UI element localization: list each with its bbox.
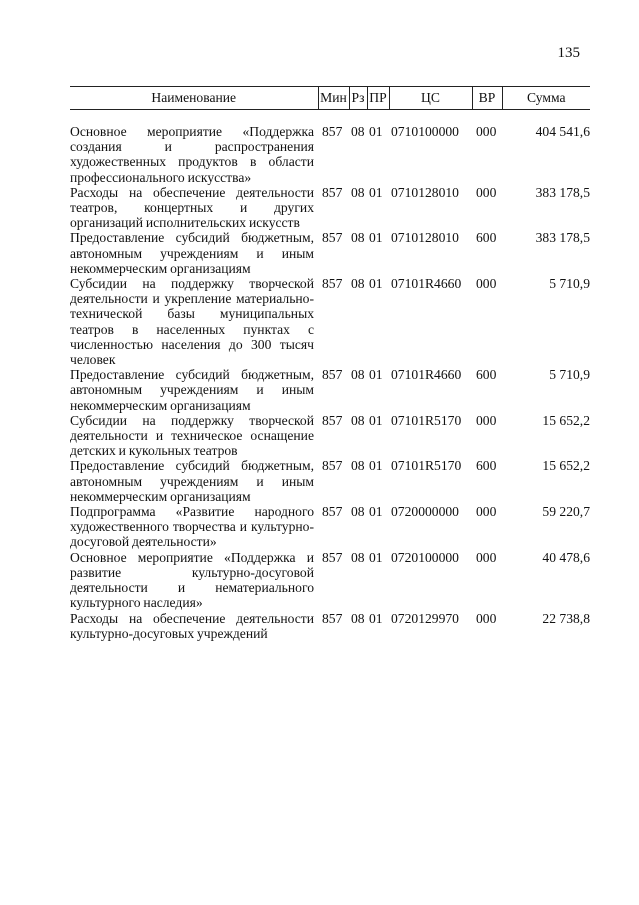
row-cs: 0720129970	[391, 610, 459, 626]
row-min: 857	[322, 549, 343, 565]
row-cs: 0720100000	[391, 549, 459, 565]
row-min: 857	[322, 184, 343, 200]
row-vr: 000	[476, 124, 497, 139]
row-pr: 01	[369, 412, 383, 428]
row-name: Субсидии на поддержку творческой деятельности и техническое оснащение детских и кукольных театров	[70, 412, 314, 459]
table-header	[70, 87, 590, 110]
row-name: Предоставление субсидий бюджетным, автономным учреждениям и иным некоммерческим организациям	[70, 230, 314, 276]
header-cs: ЦС	[389, 87, 472, 110]
row-sum: 15 652,2	[542, 458, 590, 474]
row-rz: 08	[351, 458, 365, 474]
row-pr: 01	[369, 549, 383, 565]
row-name: Предоставление субсидий бюджетным, автономным учреждениям и иным некоммерческим организациям	[70, 458, 314, 504]
row-cs: 0710128010	[391, 230, 459, 246]
row-vr: 000	[476, 276, 497, 292]
row-name: Подпрограмма «Развитие народного художественного творчества и культурно-досуговой деятельности»	[70, 504, 314, 550]
row-pr: 01	[369, 184, 383, 200]
row-cs: 0710128010	[391, 184, 459, 200]
row-rz: 08	[351, 184, 365, 200]
table-row	[70, 367, 590, 413]
row-pr: 01	[369, 276, 383, 292]
budget-table	[70, 86, 590, 641]
row-sum: 22 738,8	[542, 610, 590, 626]
header-name: Наименование	[70, 87, 318, 110]
row-cs: 07101R5170	[391, 412, 462, 428]
row-sum: 15 652,2	[542, 412, 590, 428]
row-min: 857	[322, 124, 343, 139]
row-cs: 07101R5170	[391, 458, 462, 474]
row-min: 857	[322, 367, 343, 383]
row-vr: 600	[476, 458, 497, 474]
row-pr: 01	[369, 124, 383, 139]
header-min: Мин	[318, 87, 349, 110]
row-cs: 0720000000	[391, 504, 459, 520]
row-name: Расходы на обеспечение деятельности театров, концертных и других организаций исполнительских искусств	[70, 184, 314, 231]
row-cs: 07101R4660	[391, 276, 462, 292]
table-row	[70, 550, 590, 611]
row-name: Предоставление субсидий бюджетным, автономным учреждениям и иным некоммерческим организациям	[70, 367, 314, 413]
row-rz: 08	[351, 276, 365, 292]
row-rz: 08	[351, 230, 365, 246]
row-pr: 01	[369, 610, 383, 626]
row-sum: 40 478,6	[542, 549, 590, 565]
row-sum: 5 710,9	[549, 276, 590, 292]
header-sum: Сумма	[502, 87, 590, 110]
row-vr: 000	[476, 184, 497, 200]
row-sum: 383 178,5	[535, 230, 590, 246]
row-min: 857	[322, 412, 343, 428]
row-sum: 383 178,5	[535, 184, 590, 200]
row-vr: 000	[476, 412, 497, 428]
row-pr: 01	[369, 458, 383, 474]
header-rz: Рз	[349, 87, 367, 110]
row-rz: 08	[351, 367, 365, 383]
row-rz: 08	[351, 124, 365, 139]
row-pr: 01	[369, 504, 383, 520]
table-row	[70, 458, 590, 504]
row-vr: 600	[476, 367, 497, 383]
row-vr: 000	[476, 504, 497, 520]
row-cs: 07101R4660	[391, 367, 462, 383]
row-min: 857	[322, 504, 343, 520]
row-sum: 404 541,6	[535, 124, 590, 139]
row-rz: 08	[351, 549, 365, 565]
row-vr: 600	[476, 230, 497, 246]
row-name: Субсидии на поддержку творческой деятельности и укрепление материально-технической базы муниципальных театров в населенных пунктах с численностью населения до 300 тысяч человек	[70, 276, 314, 368]
header-vr: ВР	[472, 87, 502, 110]
row-sum: 59 220,7	[542, 504, 590, 520]
row-name: Основное мероприятие «Поддержка создания и распространения художественных продуктов в области профессионального искусства»	[70, 124, 314, 185]
header-pr: ПР	[367, 87, 389, 110]
row-min: 857	[322, 610, 343, 626]
row-cs: 0710100000	[391, 124, 459, 139]
row-rz: 08	[351, 610, 365, 626]
row-name: Расходы на обеспечение деятельности культурно-досуговых учреждений	[70, 610, 314, 641]
table-row	[70, 413, 590, 459]
row-min: 857	[322, 276, 343, 292]
row-pr: 01	[369, 230, 383, 246]
table-row	[70, 124, 590, 185]
table-row	[70, 276, 590, 367]
row-pr: 01	[369, 367, 383, 383]
header-spacer	[70, 110, 590, 125]
row-vr: 000	[476, 549, 497, 565]
row-min: 857	[322, 230, 343, 246]
table-row	[70, 185, 590, 231]
row-min: 857	[322, 458, 343, 474]
table-row	[70, 230, 590, 276]
table-row	[70, 611, 590, 641]
row-vr: 000	[476, 610, 497, 626]
table-row	[70, 504, 590, 550]
row-rz: 08	[351, 504, 365, 520]
row-sum: 5 710,9	[549, 367, 590, 383]
row-rz: 08	[351, 412, 365, 428]
page-number: 135	[557, 45, 580, 61]
row-name: Основное мероприятие «Поддержка и развитие культурно-досуговой деятельности и нематериального культурного наследия»	[70, 549, 314, 611]
